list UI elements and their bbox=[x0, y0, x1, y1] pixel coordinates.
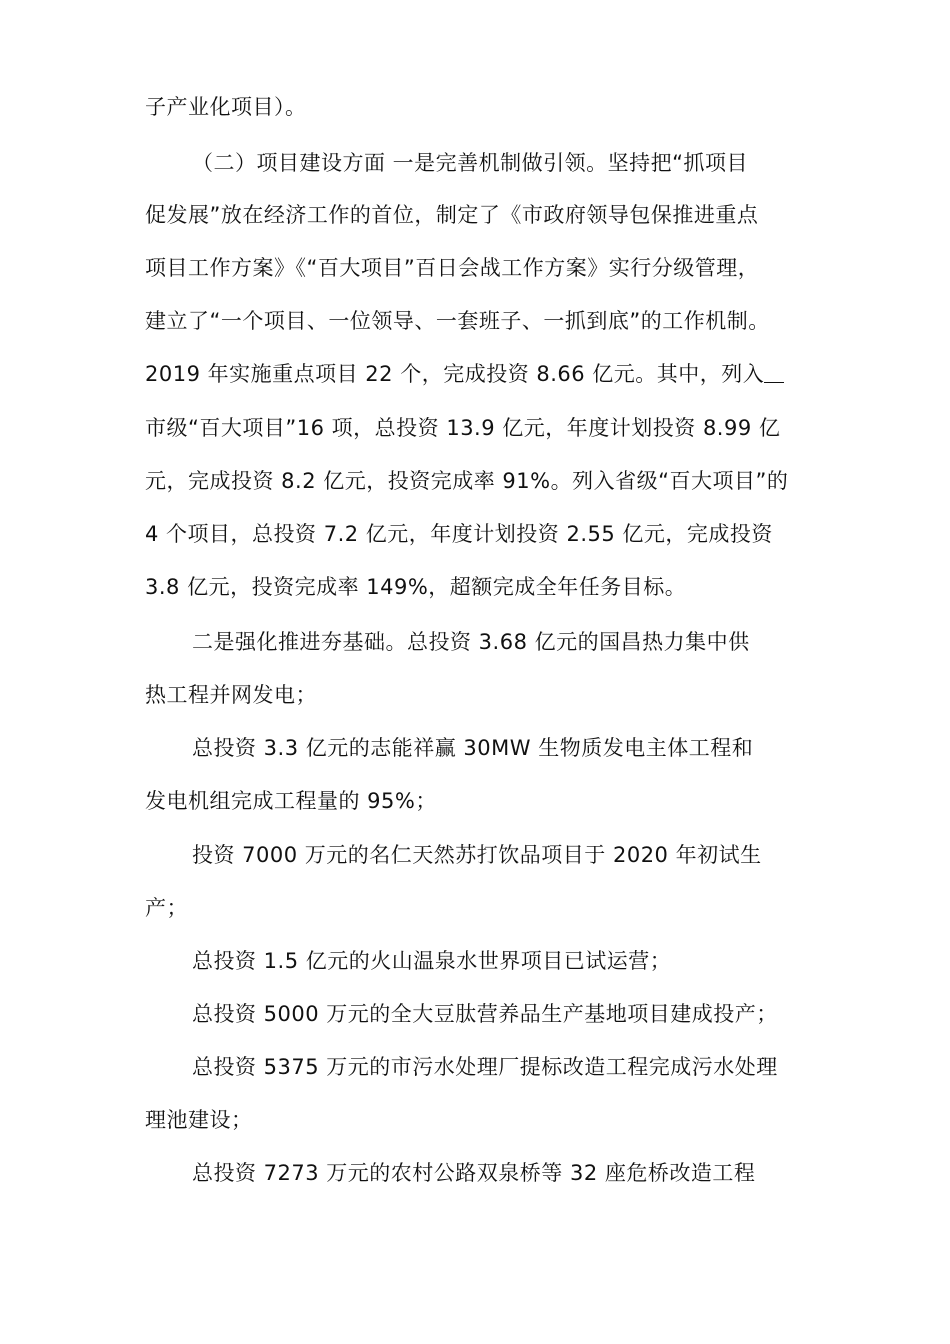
paragraph-line: 项目工作方案》《“百大项目”百日会战工作方案》实行分级管理， bbox=[145, 256, 760, 280]
paragraph-line: 3.8 亿元，投资完成率 149%，超额完成全年任务目标。 bbox=[145, 575, 687, 599]
paragraph-line: 建立了“一个项目、一位领导、一套班子、一抓到底”的工作机制。 bbox=[145, 309, 770, 333]
paragraph-line: 总投资 7273 万元的农村公路双泉桥等 32 座危桥改造工程 bbox=[192, 1161, 756, 1185]
paragraph-line: 总投资 5375 万元的市污水处理厂提标改造工程完成污水处理 bbox=[192, 1055, 778, 1079]
paragraph-line: 元，完成投资 8.2 亿元，投资完成率 91%。列入省级“百大项目”的 bbox=[145, 469, 789, 493]
paragraph-line: 热工程并网发电； bbox=[145, 683, 317, 707]
paragraph-line: 二是强化推进夯基础。总投资 3.68 亿元的国昌热力集中供 bbox=[192, 630, 750, 654]
paragraph-line: 总投资 3.3 亿元的志能祥赢 30MW 生物质发电主体工程和 bbox=[192, 736, 754, 760]
paragraph-line: 产； bbox=[145, 896, 188, 920]
paragraph-line: 促发展”放在经济工作的首位，制定了《市政府领导包保推进重点 bbox=[145, 203, 759, 227]
paragraph-line: 子产业化项目）。 bbox=[145, 95, 307, 119]
paragraph-line: 总投资 1.5 亿元的火山温泉水世界项目已试运营； bbox=[192, 949, 672, 973]
paragraph-line: 发电机组完成工程量的 95%； bbox=[145, 789, 437, 813]
paragraph-line bbox=[145, 359, 784, 389]
paragraph-line: 投资 7000 万元的名仁天然苏打饮品项目于 2020 年初试生 bbox=[192, 843, 762, 867]
blank-underline bbox=[764, 362, 784, 383]
paragraph-line: 市级“百大项目”16 项，总投资 13.9 亿元，年度计划投资 8.99 亿 bbox=[145, 416, 781, 440]
paragraph-line: 总投资 5000 万元的全大豆肽营养品生产基地项目建成投产； bbox=[192, 1002, 778, 1026]
paragraph-line: 4 个项目，总投资 7.2 亿元，年度计划投资 2.55 亿元，完成投资 bbox=[145, 522, 773, 546]
paragraph-line: （二）项目建设方面 一是完善机制做引领。坚持把“抓项目 bbox=[192, 151, 749, 175]
paragraph-line: 理池建设； bbox=[145, 1108, 253, 1132]
paragraph-line-text: 2019 年实施重点项目 22 个，完成投资 8.66 亿元。其中，列入 bbox=[145, 362, 765, 386]
